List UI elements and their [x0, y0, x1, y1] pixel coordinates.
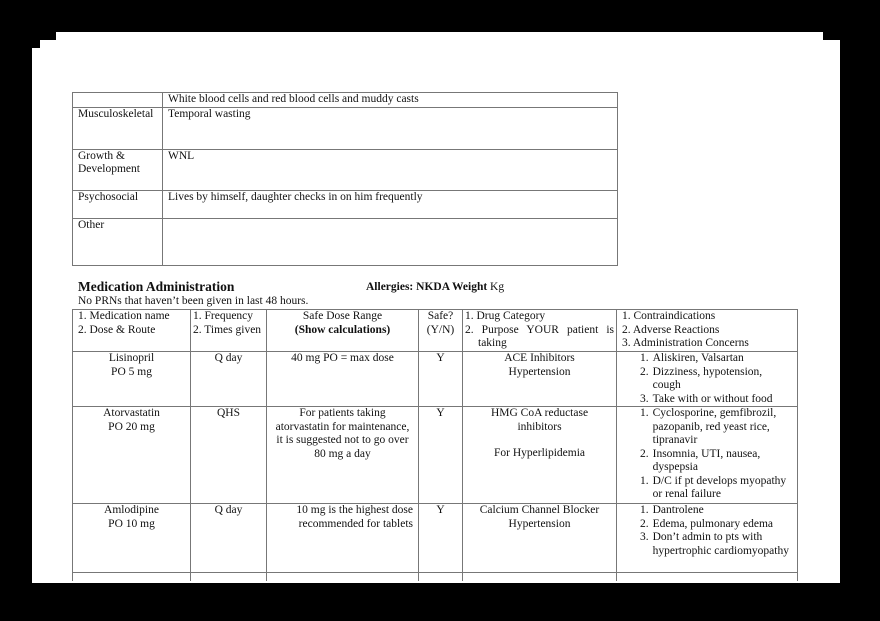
list-item: Edema, pulmonary edema [652, 517, 774, 530]
drug-purpose: Hypertension [508, 365, 571, 378]
row-label: Other [73, 218, 163, 265]
list-num: 3. [640, 392, 649, 405]
drug-category: HMG CoA reductase inhibitors [490, 407, 589, 433]
empty-cell [419, 573, 463, 582]
header-line: Safe? [427, 310, 454, 322]
header-medication [73, 310, 191, 352]
safe-cell: Y [419, 352, 463, 407]
list-num: 1. [640, 504, 649, 516]
list-num: 1. [640, 407, 649, 419]
row-value: Lives by himself, daughter checks in on him frequently [163, 190, 618, 218]
empty-cell [73, 573, 191, 582]
concerns-list [622, 352, 792, 406]
empty-cell [191, 573, 267, 582]
header-line: 2. Purpose YOUR patient is taking [465, 323, 614, 349]
list-item: Don’t admin to pts with hypertrophic cardiomyopathy [652, 531, 789, 557]
safe-cell: Y [419, 504, 463, 573]
drug-category: ACE Inhibitors [504, 352, 575, 364]
table-row [73, 352, 798, 407]
weight-unit: Kg [490, 281, 505, 293]
row-value: Temporal wasting [163, 107, 618, 149]
med-dose: PO 10 mg [108, 517, 155, 530]
concerns-cell [617, 352, 798, 407]
med-dose: PO 20 mg [108, 420, 155, 433]
list-item: Cyclosporine, gemfibrozil, pazopanib, red yeast rice, tipranavir [652, 407, 777, 446]
table-row [73, 504, 798, 573]
header-line: 3. Administration Concerns [622, 337, 749, 349]
table-row [73, 218, 618, 265]
row-value [163, 218, 618, 265]
header-line: 1. Medication name [78, 310, 170, 322]
table-row [73, 190, 618, 218]
header-category [463, 310, 617, 352]
medication-cell [73, 352, 191, 407]
concerns-list [622, 407, 792, 502]
med-name: Amlodipine [104, 504, 159, 516]
list-num: 1. [640, 474, 649, 487]
safe-range-cell: 40 mg PO = max dose [267, 352, 419, 407]
category-cell [463, 407, 617, 504]
med-dose: PO 5 mg [111, 365, 152, 378]
row-label: Psychosocial [73, 190, 163, 218]
header-line: 1. Contraindications [622, 310, 716, 322]
empty-cell [267, 573, 419, 582]
assessment-table [72, 92, 618, 266]
row-value: White blood cells and red blood cells and muddy casts [163, 93, 618, 108]
prn-note: No PRNs that haven’t been given in last 48 hours. [78, 295, 309, 307]
medication-cell [73, 407, 191, 504]
empty-cell [463, 573, 617, 582]
section-title: Medication Administration [78, 279, 235, 294]
header-concerns [617, 310, 798, 352]
header-frequency [191, 310, 267, 352]
frequency-cell: QHS [191, 407, 267, 504]
safe-range-cell: For patients taking atorvastatin for maintenance, it is suggested not to go over 80 mg a day [267, 407, 419, 504]
list-item: Insomnia, UTI, nausea, dyspepsia [652, 447, 761, 473]
row-label: Musculoskeletal [73, 107, 163, 149]
header-line: 1. Frequency [193, 310, 254, 322]
header-line: 1. Drug Category [465, 310, 546, 322]
header-line: 2. Adverse Reactions [622, 323, 720, 336]
concerns-cell [617, 504, 798, 573]
med-name: Lisinopril [108, 352, 155, 364]
header-line: 2. Dose & Route [78, 323, 156, 336]
list-num: 2. [640, 447, 649, 460]
row-label: Growth & Development [73, 149, 163, 190]
table-row [73, 407, 798, 504]
empty-cell [617, 573, 798, 582]
header-line: 2. Times given [193, 323, 262, 336]
table-row [73, 149, 618, 190]
row-label [73, 93, 163, 108]
medication-table [72, 309, 798, 581]
row-value: WNL [163, 149, 618, 190]
category-cell [463, 504, 617, 573]
header-line: (Y/N) [426, 323, 455, 336]
list-num: 3. [640, 531, 649, 543]
drug-purpose: For Hyperlipidemia [493, 447, 586, 459]
table-row [73, 107, 618, 149]
allergies-label: Allergies: NKDA Weight [366, 281, 488, 293]
safe-range-cell: 10 mg is the highest dose recommended for tablets [267, 504, 419, 573]
drug-purpose: Hypertension [508, 517, 571, 530]
table-row-empty [73, 573, 798, 582]
category-cell [463, 352, 617, 407]
list-item: Dantrolene [652, 504, 704, 516]
list-num: 1. [640, 352, 649, 364]
header-line: (Show calculations) [294, 323, 391, 336]
table-row [73, 93, 618, 108]
frequency-cell: Q day [191, 352, 267, 407]
header-row [73, 310, 798, 352]
list-item: Take with or without food [652, 392, 773, 405]
list-num: 2. [640, 517, 649, 530]
header-safe [419, 310, 463, 352]
concerns-cell [617, 407, 798, 504]
allergies-weight [366, 281, 504, 293]
list-item: Dizziness, hypotension, cough [652, 365, 763, 391]
frequency-cell: Q day [191, 504, 267, 573]
header-safe-dose [267, 310, 419, 352]
medication-cell [73, 504, 191, 573]
list-num: 2. [640, 365, 649, 378]
concerns-list [622, 504, 792, 558]
drug-category: Calcium Channel Blocker [479, 504, 600, 516]
list-item: Aliskiren, Valsartan [652, 352, 744, 364]
med-name: Atorvastatin [103, 407, 160, 419]
header-line: Safe Dose Range [302, 310, 383, 322]
safe-cell: Y [419, 407, 463, 504]
list-item: D/C if pt develops myopathy or renal failure [652, 474, 787, 500]
